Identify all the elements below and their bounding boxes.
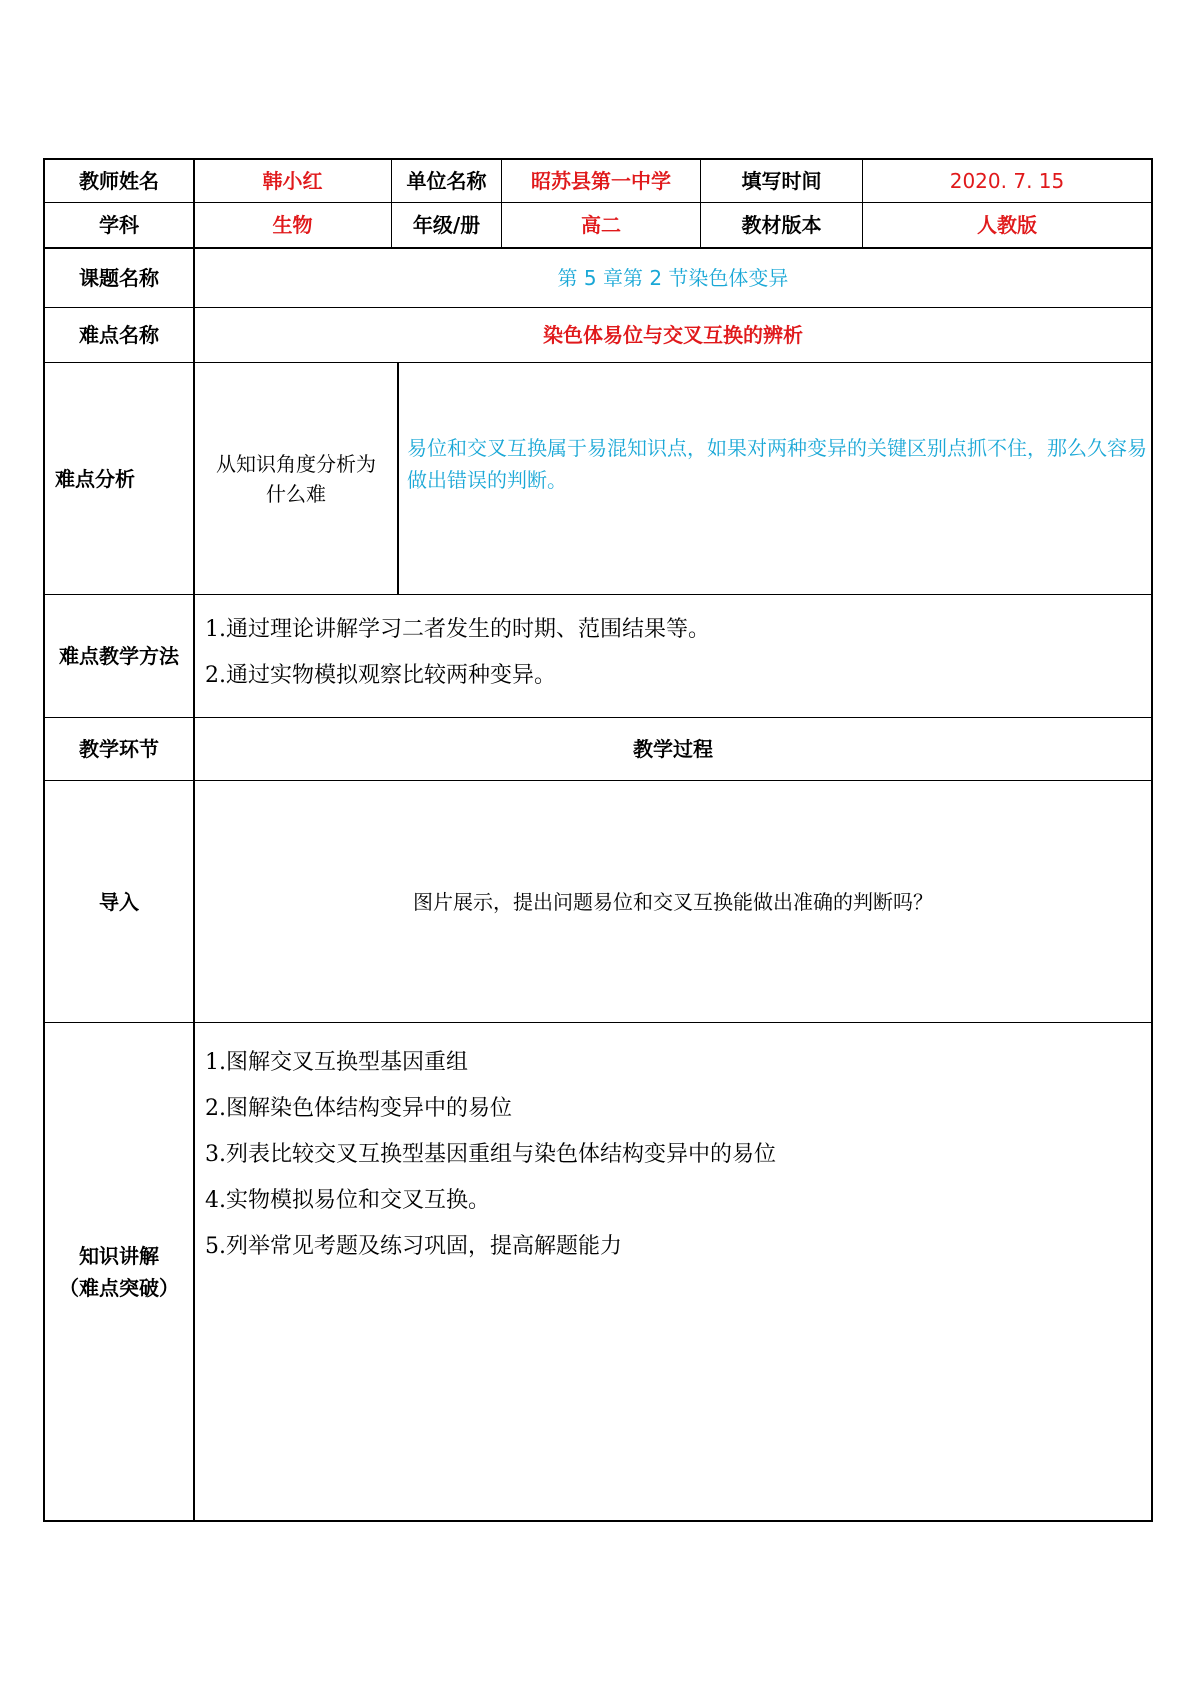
knowledge-item: 4.实物模拟易位和交叉互换。 xyxy=(205,1188,490,1213)
knowledge-label xyxy=(45,1023,193,1520)
analysis-text: 易位和交叉互换属于易混知识点，如果对两种变异的关键区别点抓不住，那么久容易做出错误的判断。 xyxy=(407,435,1147,492)
knowledge-list xyxy=(205,1040,1145,1270)
intro-label: 导入 xyxy=(99,889,139,914)
methods-list xyxy=(205,607,1145,699)
methods-label: 难点教学方法 xyxy=(59,644,179,668)
row-divider xyxy=(45,594,1151,595)
teacher-name-label: 教师姓名 xyxy=(79,169,159,193)
topic-label: 课题名称 xyxy=(79,266,159,290)
edition-value: 人教版 xyxy=(977,213,1037,237)
intro-text: 图片展示，提出问题易位和交叉互换能做出准确的判断吗？ xyxy=(413,889,933,914)
lesson-plan-table xyxy=(43,158,1153,1522)
analysis-sublabel: 从知识角度分析为什么难 xyxy=(216,451,376,506)
difficulty-label: 难点名称 xyxy=(79,323,159,347)
knowledge-label-line2: （难点突破） xyxy=(59,1275,179,1300)
edition-label: 教材版本 xyxy=(741,213,822,237)
knowledge-item: 5.列举常见考题及练习巩固，提高解题能力 xyxy=(205,1234,622,1259)
grade-label: 年级/册 xyxy=(412,213,481,237)
row-divider xyxy=(45,1022,1151,1023)
process-header-value: 教学过程 xyxy=(633,737,713,761)
knowledge-item: 1.图解交叉互换型基因重组 xyxy=(205,1050,468,1075)
fill-time-value: 2020. 7. 15 xyxy=(949,169,1065,193)
subject-label: 学科 xyxy=(99,213,139,237)
analysis-label: 难点分析 xyxy=(55,466,135,491)
col-divider xyxy=(397,362,399,594)
topic-value: 第 5 章第 2 节染色体变异 xyxy=(557,266,789,290)
knowledge-item: 3.列表比较交叉互换型基因重组与染色体结构变异中的易位 xyxy=(205,1142,776,1167)
knowledge-item: 2.图解染色体结构变异中的易位 xyxy=(205,1096,512,1121)
grade-value: 高二 xyxy=(581,213,621,237)
fill-time-label: 填写时间 xyxy=(741,169,822,193)
process-section-label: 教学环节 xyxy=(79,737,159,761)
difficulty-value: 染色体易位与交叉互换的辨析 xyxy=(543,323,803,347)
subject-value: 生物 xyxy=(272,213,313,237)
methods-item: 2.通过实物模拟观察比较两种变异。 xyxy=(205,663,556,688)
unit-name-value: 昭苏县第一中学 xyxy=(531,169,671,193)
unit-name-label: 单位名称 xyxy=(406,169,487,193)
knowledge-label-line1: 知识讲解 xyxy=(79,1243,159,1268)
methods-item: 1.通过理论讲解学习二者发生的时期、范围结果等。 xyxy=(205,617,710,642)
teacher-name-value: 韩小红 xyxy=(262,169,323,193)
